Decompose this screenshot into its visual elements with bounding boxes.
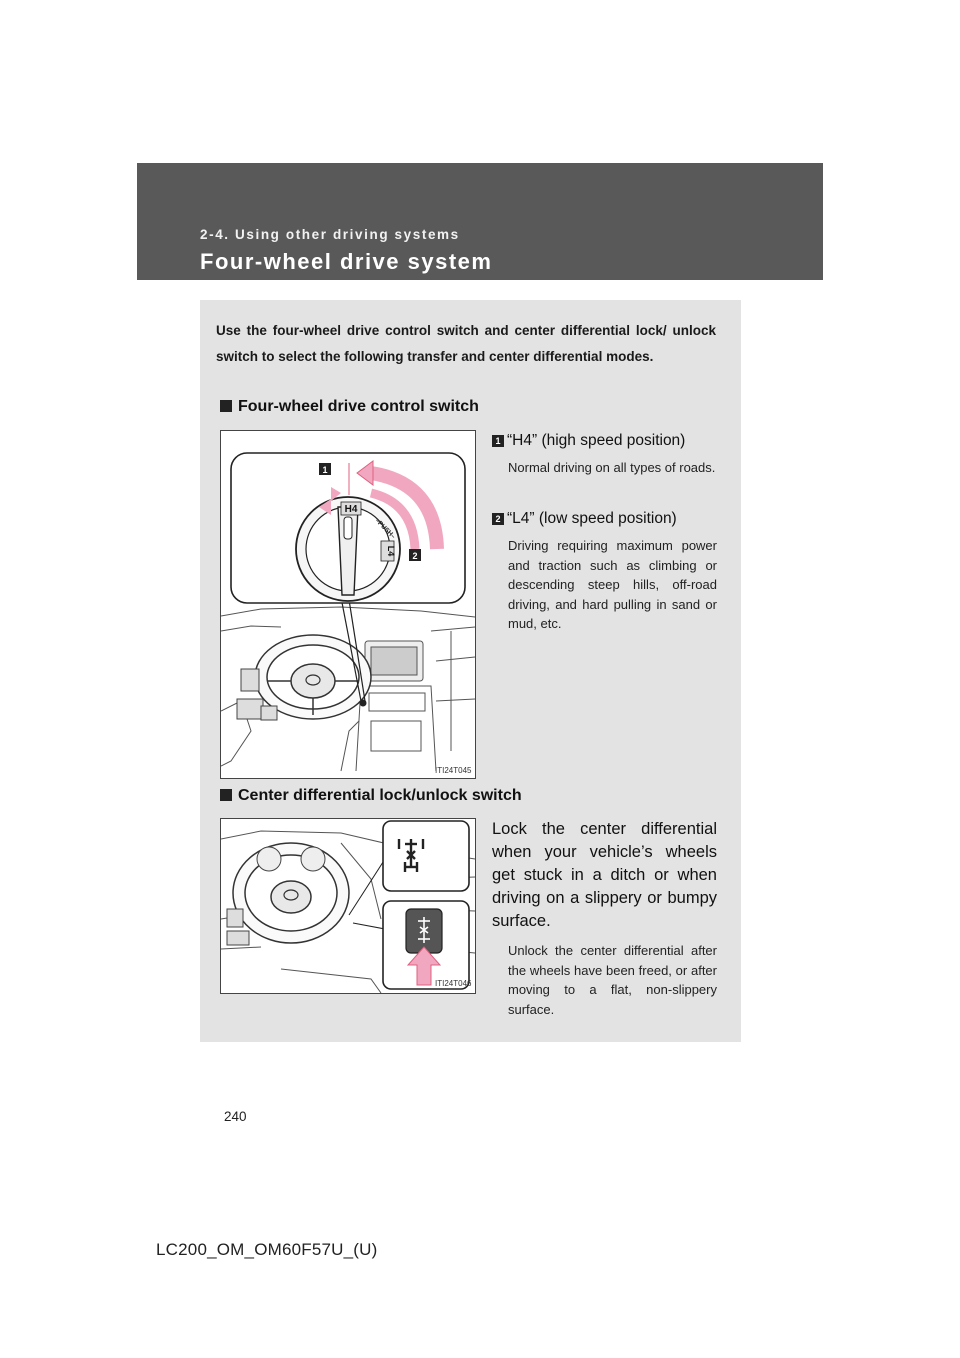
four-wd-switch-figure — [220, 430, 476, 779]
square-bullet-icon — [220, 789, 232, 801]
position-item-h4 — [492, 432, 717, 478]
position-item-l4 — [492, 510, 717, 634]
dial-label-l4: L4 — [386, 545, 396, 557]
square-bullet-icon — [220, 400, 232, 412]
intro-paragraph: Use the four-wheel drive control switch and center differential lock/ unlock switch to select the following transfer and center differential modes. — [216, 323, 716, 364]
position-desc-h4: Normal driving on all types of roads. — [508, 460, 716, 475]
center-diff-illustration — [221, 819, 475, 993]
footer-code: LC200_OM_OM60F57U_(U) — [156, 1240, 378, 1259]
four-wd-switch-heading — [220, 398, 479, 416]
position-desc-l4: Driving requiring maximum power and traction such as climbing or descending steep hills, off-road driving, and hard pulling in sand or mud, etc. — [508, 538, 717, 631]
figure-code-045: ITI24T045 — [435, 766, 472, 775]
page-number: 240 — [224, 1109, 247, 1124]
center-diff-figure — [220, 818, 476, 994]
page-title: Four-wheel drive system — [200, 249, 493, 274]
position-title-h4: 1 “H4” (high speed position) — [492, 432, 717, 450]
four-wd-switch-heading-text: Four-wheel drive control switch — [238, 398, 479, 415]
center-diff-heading-text: Center differential lock/unlock switch — [238, 787, 522, 804]
unlock-text: Unlock the center differential after the wheels have been freed, or after moving to a flat, non-slippery surface. — [508, 943, 717, 1017]
number-box-1: 1 — [492, 435, 504, 447]
callout-number-2: 2 — [412, 551, 418, 561]
callout-number-1: 1 — [322, 465, 328, 475]
position-title-l4: 2 “L4” (low speed position) — [492, 510, 717, 528]
number-box-2: 2 — [492, 513, 504, 525]
center-diff-heading — [220, 787, 522, 805]
lock-text: Lock the center differential when your vehicle’s wheels get stuck in a ditch or when driving on a slippery or bumpy surface. — [492, 820, 717, 930]
figure-code-046: ITI24T046 — [435, 979, 472, 988]
dial-label-h4: H4 — [344, 504, 358, 515]
dashboard-illustration — [221, 431, 475, 778]
section-label: 2-4. Using other driving systems — [200, 227, 460, 242]
dial-label-push: –PUSH– — [373, 517, 397, 541]
